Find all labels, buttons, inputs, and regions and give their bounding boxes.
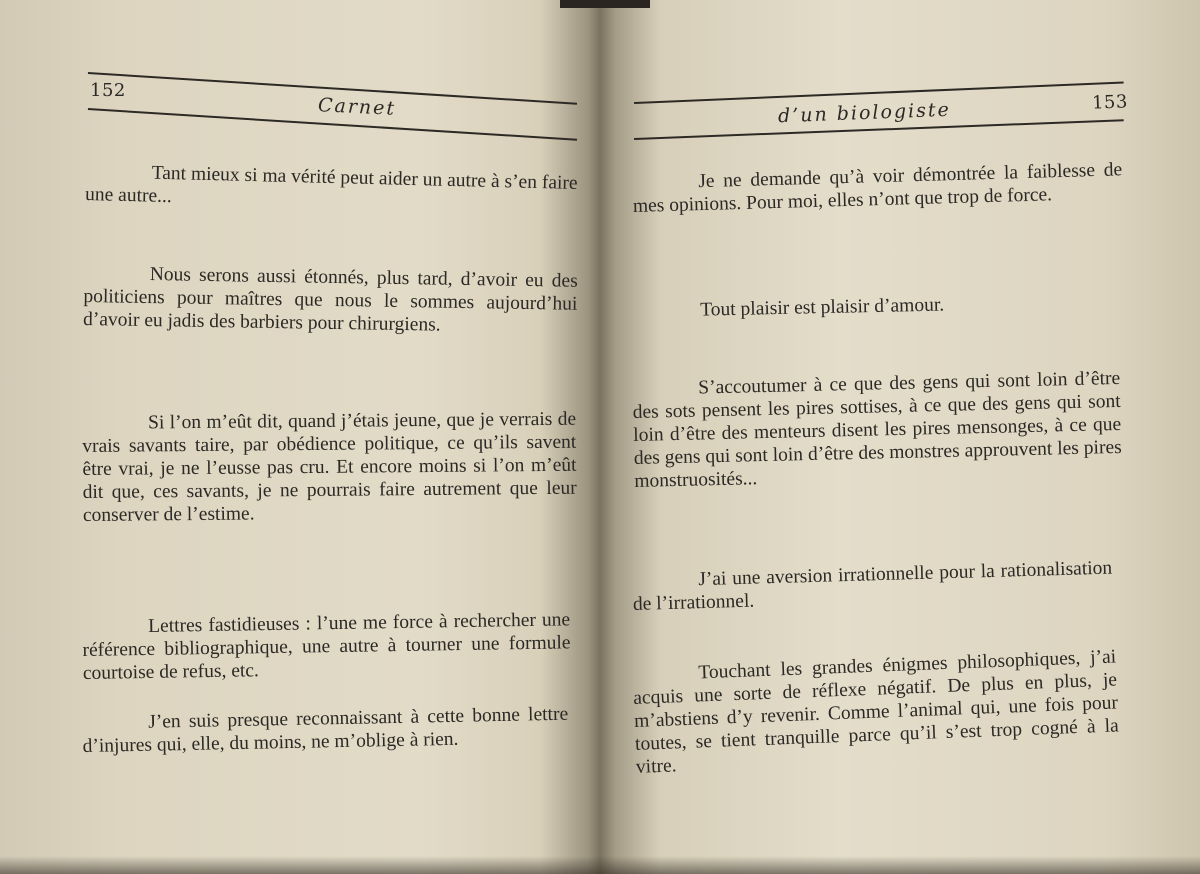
right-paragraph <box>632 367 1122 493</box>
paragraph-indent <box>82 428 148 429</box>
right-page <box>600 0 1200 874</box>
left-page-number: 152 <box>90 80 126 101</box>
right-page-number: 153 <box>1091 91 1129 114</box>
paragraph-indent <box>632 187 698 189</box>
right-paragraph <box>632 645 1120 778</box>
right-paragraph <box>632 158 1123 218</box>
paragraph-indent <box>632 585 698 587</box>
left-running-title: Carnet <box>317 94 397 120</box>
paragraph-indent <box>82 728 148 729</box>
paragraph-indent <box>632 393 698 394</box>
paragraph-text: J’ai une aversion irrationnelle pour la rationalisation de l’irrationnel. <box>632 557 1113 615</box>
paragraph-text: S’accoutumer à ce que des gens qui sont loin d’être des sots pensent les pires sottises, à ce que des gens qui sont loin d’être des menteurs disent les pires mensonges, à ce que des gens qui sont loin d’être des monstres approuvent les pires monstruosités... <box>632 367 1122 492</box>
paragraph-text: Nous serons aussi étonnés, plus tard, d’avoir eu des politiciens pour maîtres que nous le sommes aujourd’hui d’avoir eu jadis des barbiers pour chirurgiens. <box>82 264 578 336</box>
left-paragraph <box>82 608 571 685</box>
left-paragraph <box>85 160 578 218</box>
paragraph-text: Touchant les grandes énigmes philosophiques, j’ai acquis une sorte de réflexe négatif. De plus en plus, je m’abstiens d’y revenir. Comme l’animal qui, une fois pour toutes, se tient tranquille parce qu’il s’est trop cogné à la vitre. <box>632 646 1120 778</box>
paragraph-indent <box>84 279 150 280</box>
paragraph-text: Tout plaisir est plaisir d’amour. <box>700 294 945 321</box>
paragraph-text: Si l’on m’eût dit, quand j’étais jeune, que je verrais de vrais savants taire, par obédience politique, ce qu’ils savent être vrai, je ne l’eusse pas cru. Et encore moins si l’on m’eût dit que, ces savants, je ne pourrais faire autrement que leur conserver de l’estime. <box>82 408 577 526</box>
paragraph-text: Lettres fastidieuses : l’une me force à rechercher une référence bibliographique, une autre à tourner une formule courtoise de refus, etc. <box>82 609 571 684</box>
paragraph-indent <box>633 678 699 681</box>
left-paragraph <box>82 408 577 527</box>
left-paragraph <box>82 703 569 758</box>
paragraph-text: Je ne demande qu’à voir démontrée la faiblesse de mes opinions. Pour moi, elles n’ont que trop de force. <box>632 159 1123 217</box>
right-paragraph <box>634 290 1124 323</box>
right-paragraph <box>632 557 1113 616</box>
paragraph-text: J’en suis presque reconnaissant à cette bonne lettre d’injures qui, elle, du moins, ne m’oblige à rien. <box>82 703 569 757</box>
paragraph-text: Tant mieux si ma vérité peut aider un autre à s’en faire une autre... <box>84 162 578 208</box>
paragraph-indent <box>82 632 148 633</box>
left-paragraph <box>83 262 578 339</box>
paragraph-indent <box>634 316 700 317</box>
right-running-title: d’un biologiste <box>777 98 952 128</box>
paragraph-indent <box>86 177 152 179</box>
